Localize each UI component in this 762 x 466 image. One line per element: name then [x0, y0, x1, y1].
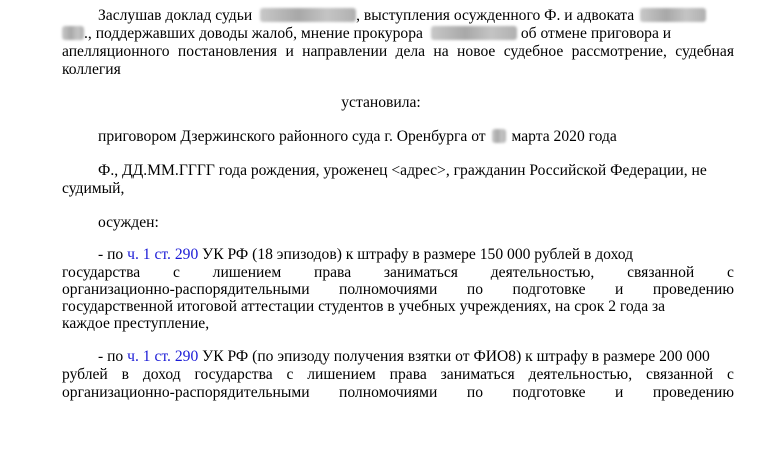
person-line-2 [62, 180, 734, 198]
person-text-1: Ф., ДД.ММ.ГГГГ года рождения, уроженец <адрес>, гражданин Российской Федерации, не [98, 162, 707, 179]
item2-link-article[interactable]: ст. 290 [154, 348, 199, 365]
item1-line-2 [62, 264, 734, 282]
item1-prefix: - по [98, 246, 124, 263]
convicted-line [98, 214, 734, 232]
intro-line-4 [62, 61, 734, 79]
redacted-judge-name [260, 8, 356, 22]
intro-text-2a: ., поддержавших доводы жалоб, мнение прокурора [84, 25, 423, 42]
item2-text-1: УК РФ (по эпизоду получения взятки от ФИО8) к штрафу в размере 200 000 [202, 348, 710, 365]
redacted-lawyer-name [640, 8, 706, 22]
redacted-prosecutor-name [431, 26, 517, 40]
person-text-2: судимый, [62, 180, 125, 197]
intro-line-2 [62, 25, 734, 43]
intro-text-1a: Заслушав доклад судьи [98, 7, 253, 24]
item2-line-2 [62, 366, 734, 384]
intro-line-1 [98, 7, 734, 25]
intro-text-1b: , выступления осужденного Ф. и адвоката [356, 7, 635, 24]
item1-text-3: организационно-распорядительными полномочиями по подготовке и проведению [62, 281, 734, 298]
verdict-text-a: приговором Дзержинского районного суда г. Оренбурга от [98, 128, 486, 145]
item1-line-1 [98, 246, 734, 264]
item2-line-1 [98, 348, 734, 366]
item1-text-5: каждое преступление, [62, 315, 210, 332]
person-line-1 [98, 162, 734, 180]
intro-text-2b: об отмене приговора и [520, 25, 672, 42]
item2-text-3: организационно-распорядительными полномочиями по подготовке и проведению [62, 384, 734, 401]
verdict-line [98, 128, 734, 146]
intro-text-3: апелляционного постановления и направлении дела на новое судебное рассмотрение, судебная [62, 43, 734, 60]
item1-text-2: государства с лишением права заниматься деятельностью, связанной с [62, 264, 734, 281]
item2-text-2: рублей в доход государства с лишением права заниматься деятельностью, связанной с [62, 366, 734, 383]
item2-prefix: - по [98, 348, 124, 365]
verdict-text-b: марта 2020 года [511, 128, 617, 145]
item1-text-1: УК РФ (18 эпизодов) к штрафу в размере 150 000 рублей в доход [202, 246, 634, 263]
redacted-lawyer-initials [62, 26, 84, 40]
item1-line-5 [62, 315, 734, 333]
item1-link-part[interactable]: ч. 1 [127, 246, 151, 263]
intro-line-3 [62, 43, 734, 61]
convicted-text: осужден: [98, 214, 159, 231]
established-heading [0, 94, 762, 112]
redacted-verdict-day [492, 129, 506, 143]
item1-line-4 [62, 298, 734, 316]
item2-line-3 [62, 384, 734, 402]
item1-link-article[interactable]: ст. 290 [154, 246, 199, 263]
intro-text-4: коллегия [62, 61, 121, 78]
item2-link-part[interactable]: ч. 1 [127, 348, 151, 365]
item1-text-4: государственной итоговой аттестации студентов в учебных учреждениях, на срок 2 года за [62, 298, 666, 315]
established-text: установила: [341, 94, 421, 111]
item1-line-3 [62, 281, 734, 299]
